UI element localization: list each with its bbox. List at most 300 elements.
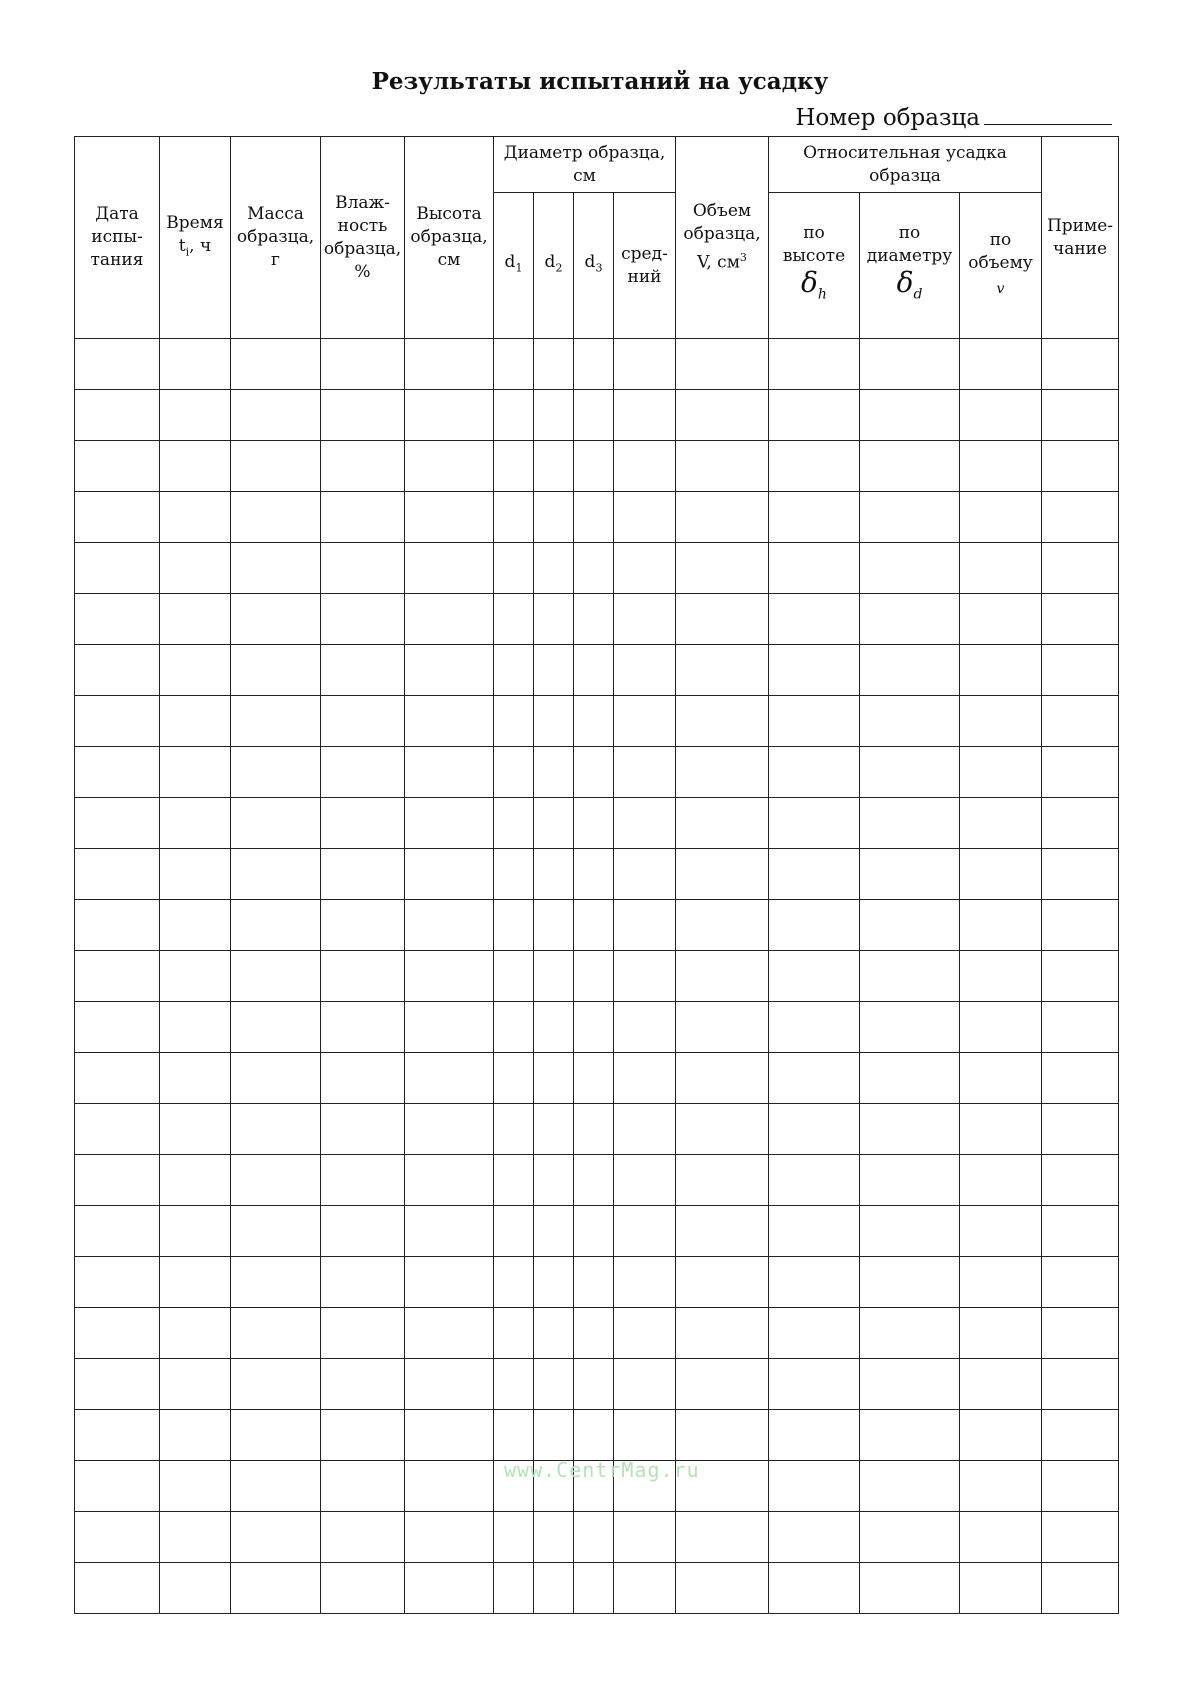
table-cell[interactable]: [75, 390, 160, 441]
table-cell[interactable]: [534, 645, 574, 696]
table-cell[interactable]: [574, 1155, 614, 1206]
table-cell[interactable]: [321, 1257, 405, 1308]
table-cell[interactable]: [860, 900, 960, 951]
table-cell[interactable]: [676, 1155, 769, 1206]
table-cell[interactable]: [405, 1359, 494, 1410]
table-cell[interactable]: [860, 492, 960, 543]
table-cell[interactable]: [676, 339, 769, 390]
table-cell[interactable]: [614, 1512, 676, 1563]
table-cell[interactable]: [494, 1053, 534, 1104]
table-cell[interactable]: [1042, 1308, 1119, 1359]
table-cell[interactable]: [405, 1104, 494, 1155]
table-cell[interactable]: [574, 543, 614, 594]
table-cell[interactable]: [614, 747, 676, 798]
table-cell[interactable]: [75, 1104, 160, 1155]
table-cell[interactable]: [494, 1104, 534, 1155]
table-cell[interactable]: [75, 1308, 160, 1359]
table-cell[interactable]: [769, 1359, 860, 1410]
table-cell[interactable]: [405, 747, 494, 798]
table-cell[interactable]: [160, 1002, 231, 1053]
table-cell[interactable]: [676, 849, 769, 900]
table-cell[interactable]: [160, 1308, 231, 1359]
table-cell[interactable]: [574, 798, 614, 849]
table-cell[interactable]: [75, 339, 160, 390]
table-cell[interactable]: [574, 1359, 614, 1410]
table-cell[interactable]: [574, 900, 614, 951]
table-cell[interactable]: [860, 543, 960, 594]
table-cell[interactable]: [676, 492, 769, 543]
table-cell[interactable]: [676, 1053, 769, 1104]
table-cell[interactable]: [960, 1002, 1042, 1053]
table-cell[interactable]: [574, 441, 614, 492]
table-cell[interactable]: [1042, 1002, 1119, 1053]
table-cell[interactable]: [231, 798, 321, 849]
table-cell[interactable]: [769, 1053, 860, 1104]
table-cell[interactable]: [75, 951, 160, 1002]
table-cell[interactable]: [574, 390, 614, 441]
table-cell[interactable]: [405, 594, 494, 645]
table-cell[interactable]: [676, 1002, 769, 1053]
table-cell[interactable]: [860, 1155, 960, 1206]
table-cell[interactable]: [574, 339, 614, 390]
table-cell[interactable]: [614, 1410, 676, 1461]
table-cell[interactable]: [676, 798, 769, 849]
table-cell[interactable]: [321, 492, 405, 543]
table-cell[interactable]: [160, 1563, 231, 1614]
table-cell[interactable]: [1042, 543, 1119, 594]
table-cell[interactable]: [160, 1053, 231, 1104]
table-cell[interactable]: [574, 645, 614, 696]
table-cell[interactable]: [160, 390, 231, 441]
table-cell[interactable]: [160, 951, 231, 1002]
table-cell[interactable]: [676, 594, 769, 645]
table-cell[interactable]: [534, 1410, 574, 1461]
table-cell[interactable]: [75, 1257, 160, 1308]
table-cell[interactable]: [405, 645, 494, 696]
table-cell[interactable]: [231, 390, 321, 441]
table-cell[interactable]: [405, 1257, 494, 1308]
table-cell[interactable]: [860, 1563, 960, 1614]
table-cell[interactable]: [494, 951, 534, 1002]
table-cell[interactable]: [534, 798, 574, 849]
table-cell[interactable]: [960, 849, 1042, 900]
table-cell[interactable]: [321, 849, 405, 900]
table-cell[interactable]: [75, 1410, 160, 1461]
table-cell[interactable]: [231, 1359, 321, 1410]
table-cell[interactable]: [534, 900, 574, 951]
table-cell[interactable]: [534, 1563, 574, 1614]
table-cell[interactable]: [769, 390, 860, 441]
table-cell[interactable]: [860, 1053, 960, 1104]
table-cell[interactable]: [574, 1002, 614, 1053]
table-cell[interactable]: [231, 1563, 321, 1614]
table-cell[interactable]: [860, 1104, 960, 1155]
table-cell[interactable]: [960, 1512, 1042, 1563]
table-cell[interactable]: [614, 1104, 676, 1155]
table-cell[interactable]: [75, 696, 160, 747]
table-cell[interactable]: [960, 645, 1042, 696]
table-cell[interactable]: [614, 441, 676, 492]
table-cell[interactable]: [960, 696, 1042, 747]
table-cell[interactable]: [614, 951, 676, 1002]
table-cell[interactable]: [494, 339, 534, 390]
table-cell[interactable]: [231, 1206, 321, 1257]
table-cell[interactable]: [769, 1410, 860, 1461]
table-cell[interactable]: [160, 1206, 231, 1257]
table-cell[interactable]: [960, 900, 1042, 951]
table-cell[interactable]: [75, 1512, 160, 1563]
table-cell[interactable]: [321, 798, 405, 849]
table-cell[interactable]: [160, 747, 231, 798]
table-cell[interactable]: [231, 543, 321, 594]
table-cell[interactable]: [405, 1563, 494, 1614]
table-cell[interactable]: [676, 645, 769, 696]
table-cell[interactable]: [405, 849, 494, 900]
table-cell[interactable]: [614, 1359, 676, 1410]
table-cell[interactable]: [676, 390, 769, 441]
table-cell[interactable]: [769, 1563, 860, 1614]
table-cell[interactable]: [231, 339, 321, 390]
table-cell[interactable]: [860, 849, 960, 900]
table-cell[interactable]: [676, 1512, 769, 1563]
table-cell[interactable]: [860, 1410, 960, 1461]
table-cell[interactable]: [769, 1461, 860, 1512]
table-cell[interactable]: [614, 390, 676, 441]
table-cell[interactable]: [574, 1257, 614, 1308]
table-cell[interactable]: [160, 1512, 231, 1563]
table-cell[interactable]: [321, 951, 405, 1002]
table-cell[interactable]: [960, 1461, 1042, 1512]
table-cell[interactable]: [231, 1410, 321, 1461]
table-cell[interactable]: [614, 1257, 676, 1308]
table-cell[interactable]: [769, 951, 860, 1002]
table-cell[interactable]: [614, 798, 676, 849]
table-cell[interactable]: [160, 543, 231, 594]
table-cell[interactable]: [231, 1308, 321, 1359]
table-cell[interactable]: [1042, 900, 1119, 951]
table-cell[interactable]: [1042, 1563, 1119, 1614]
table-cell[interactable]: [231, 645, 321, 696]
table-cell[interactable]: [321, 1563, 405, 1614]
table-cell[interactable]: [405, 1206, 494, 1257]
table-cell[interactable]: [1042, 747, 1119, 798]
table-cell[interactable]: [160, 492, 231, 543]
table-cell[interactable]: [1042, 339, 1119, 390]
table-cell[interactable]: [75, 1563, 160, 1614]
table-cell[interactable]: [769, 441, 860, 492]
table-cell[interactable]: [231, 747, 321, 798]
table-cell[interactable]: [534, 849, 574, 900]
table-cell[interactable]: [960, 339, 1042, 390]
table-cell[interactable]: [75, 1002, 160, 1053]
table-cell[interactable]: [231, 1461, 321, 1512]
table-cell[interactable]: [75, 543, 160, 594]
table-cell[interactable]: [321, 696, 405, 747]
table-cell[interactable]: [321, 441, 405, 492]
table-cell[interactable]: [321, 1512, 405, 1563]
table-cell[interactable]: [75, 798, 160, 849]
table-cell[interactable]: [614, 696, 676, 747]
table-cell[interactable]: [321, 1053, 405, 1104]
table-cell[interactable]: [321, 390, 405, 441]
table-cell[interactable]: [321, 645, 405, 696]
table-cell[interactable]: [494, 1002, 534, 1053]
table-cell[interactable]: [494, 747, 534, 798]
table-cell[interactable]: [321, 1359, 405, 1410]
table-cell[interactable]: [160, 594, 231, 645]
table-cell[interactable]: [676, 951, 769, 1002]
table-cell[interactable]: [960, 1308, 1042, 1359]
table-cell[interactable]: [1042, 1053, 1119, 1104]
table-cell[interactable]: [860, 1308, 960, 1359]
table-cell[interactable]: [860, 1512, 960, 1563]
table-cell[interactable]: [534, 390, 574, 441]
table-cell[interactable]: [534, 492, 574, 543]
table-cell[interactable]: [860, 645, 960, 696]
table-cell[interactable]: [494, 1155, 534, 1206]
table-cell[interactable]: [860, 951, 960, 1002]
table-cell[interactable]: [960, 1104, 1042, 1155]
table-cell[interactable]: [321, 339, 405, 390]
table-cell[interactable]: [1042, 492, 1119, 543]
table-cell[interactable]: [231, 1104, 321, 1155]
table-cell[interactable]: [676, 900, 769, 951]
table-cell[interactable]: [769, 594, 860, 645]
table-cell[interactable]: [1042, 1461, 1119, 1512]
table-cell[interactable]: [231, 1512, 321, 1563]
table-cell[interactable]: [960, 1563, 1042, 1614]
table-cell[interactable]: [534, 1155, 574, 1206]
table-cell[interactable]: [1042, 951, 1119, 1002]
table-cell[interactable]: [321, 1410, 405, 1461]
table-cell[interactable]: [676, 1563, 769, 1614]
table-cell[interactable]: [405, 1461, 494, 1512]
table-cell[interactable]: [494, 1410, 534, 1461]
table-cell[interactable]: [75, 492, 160, 543]
table-cell[interactable]: [769, 747, 860, 798]
table-cell[interactable]: [534, 594, 574, 645]
table-cell[interactable]: [494, 1359, 534, 1410]
table-cell[interactable]: [1042, 1359, 1119, 1410]
table-cell[interactable]: [405, 1053, 494, 1104]
table-cell[interactable]: [534, 339, 574, 390]
table-cell[interactable]: [534, 951, 574, 1002]
table-cell[interactable]: [614, 1206, 676, 1257]
table-cell[interactable]: [321, 1155, 405, 1206]
table-cell[interactable]: [860, 1359, 960, 1410]
table-cell[interactable]: [1042, 849, 1119, 900]
table-cell[interactable]: [960, 1053, 1042, 1104]
table-cell[interactable]: [160, 849, 231, 900]
table-cell[interactable]: [321, 1308, 405, 1359]
table-cell[interactable]: [769, 900, 860, 951]
table-cell[interactable]: [160, 1155, 231, 1206]
table-cell[interactable]: [75, 900, 160, 951]
table-cell[interactable]: [574, 747, 614, 798]
table-cell[interactable]: [494, 1206, 534, 1257]
table-cell[interactable]: [960, 747, 1042, 798]
table-cell[interactable]: [321, 900, 405, 951]
table-cell[interactable]: [769, 339, 860, 390]
table-cell[interactable]: [574, 1053, 614, 1104]
table-cell[interactable]: [769, 1104, 860, 1155]
table-cell[interactable]: [676, 1308, 769, 1359]
table-cell[interactable]: [574, 1206, 614, 1257]
table-cell[interactable]: [614, 1308, 676, 1359]
table-cell[interactable]: [405, 900, 494, 951]
table-cell[interactable]: [534, 1206, 574, 1257]
table-cell[interactable]: [321, 1461, 405, 1512]
table-cell[interactable]: [676, 543, 769, 594]
table-cell[interactable]: [534, 1308, 574, 1359]
table-cell[interactable]: [960, 1410, 1042, 1461]
table-cell[interactable]: [160, 1104, 231, 1155]
table-cell[interactable]: [769, 645, 860, 696]
table-cell[interactable]: [231, 594, 321, 645]
table-cell[interactable]: [75, 1053, 160, 1104]
table-cell[interactable]: [574, 849, 614, 900]
table-cell[interactable]: [860, 390, 960, 441]
table-cell[interactable]: [960, 951, 1042, 1002]
table-cell[interactable]: [75, 747, 160, 798]
table-cell[interactable]: [769, 1257, 860, 1308]
table-cell[interactable]: [231, 492, 321, 543]
table-cell[interactable]: [860, 1257, 960, 1308]
table-cell[interactable]: [494, 900, 534, 951]
table-cell[interactable]: [321, 543, 405, 594]
table-cell[interactable]: [960, 441, 1042, 492]
table-cell[interactable]: [75, 645, 160, 696]
table-cell[interactable]: [231, 849, 321, 900]
table-cell[interactable]: [231, 696, 321, 747]
table-cell[interactable]: [614, 339, 676, 390]
table-cell[interactable]: [1042, 1257, 1119, 1308]
table-cell[interactable]: [494, 390, 534, 441]
table-cell[interactable]: [405, 1002, 494, 1053]
table-cell[interactable]: [960, 1359, 1042, 1410]
table-cell[interactable]: [405, 1410, 494, 1461]
table-cell[interactable]: [676, 696, 769, 747]
table-cell[interactable]: [614, 900, 676, 951]
table-cell[interactable]: [1042, 798, 1119, 849]
table-cell[interactable]: [405, 1512, 494, 1563]
table-cell[interactable]: [860, 339, 960, 390]
table-cell[interactable]: [494, 441, 534, 492]
table-cell[interactable]: [860, 594, 960, 645]
table-cell[interactable]: [534, 543, 574, 594]
table-cell[interactable]: [860, 441, 960, 492]
table-cell[interactable]: [1042, 1512, 1119, 1563]
table-cell[interactable]: [534, 1002, 574, 1053]
table-cell[interactable]: [614, 543, 676, 594]
table-cell[interactable]: [405, 390, 494, 441]
table-cell[interactable]: [160, 645, 231, 696]
table-cell[interactable]: [960, 1257, 1042, 1308]
table-cell[interactable]: [676, 1206, 769, 1257]
table-cell[interactable]: [534, 1359, 574, 1410]
table-cell[interactable]: [160, 339, 231, 390]
table-cell[interactable]: [231, 1053, 321, 1104]
table-cell[interactable]: [494, 594, 534, 645]
table-cell[interactable]: [321, 1104, 405, 1155]
table-cell[interactable]: [769, 492, 860, 543]
sample-number-blank[interactable]: [984, 104, 1112, 125]
table-cell[interactable]: [614, 594, 676, 645]
table-cell[interactable]: [405, 492, 494, 543]
table-cell[interactable]: [860, 1461, 960, 1512]
table-cell[interactable]: [494, 798, 534, 849]
table-cell[interactable]: [860, 1206, 960, 1257]
table-cell[interactable]: [1042, 1410, 1119, 1461]
table-cell[interactable]: [534, 1053, 574, 1104]
table-cell[interactable]: [160, 1257, 231, 1308]
table-cell[interactable]: [574, 1563, 614, 1614]
table-cell[interactable]: [1042, 1206, 1119, 1257]
table-cell[interactable]: [676, 747, 769, 798]
table-cell[interactable]: [614, 492, 676, 543]
table-cell[interactable]: [75, 1155, 160, 1206]
table-cell[interactable]: [494, 1512, 534, 1563]
table-cell[interactable]: [231, 1155, 321, 1206]
table-cell[interactable]: [321, 594, 405, 645]
table-cell[interactable]: [614, 1002, 676, 1053]
table-cell[interactable]: [860, 696, 960, 747]
table-cell[interactable]: [75, 849, 160, 900]
table-cell[interactable]: [75, 1359, 160, 1410]
table-cell[interactable]: [231, 900, 321, 951]
table-cell[interactable]: [960, 798, 1042, 849]
table-cell[interactable]: [405, 798, 494, 849]
table-cell[interactable]: [574, 1512, 614, 1563]
table-cell[interactable]: [231, 1002, 321, 1053]
table-cell[interactable]: [231, 441, 321, 492]
table-cell[interactable]: [769, 849, 860, 900]
table-cell[interactable]: [1042, 390, 1119, 441]
table-cell[interactable]: [769, 696, 860, 747]
table-cell[interactable]: [960, 390, 1042, 441]
table-cell[interactable]: [860, 1002, 960, 1053]
table-cell[interactable]: [574, 1308, 614, 1359]
table-cell[interactable]: [75, 1206, 160, 1257]
table-cell[interactable]: [769, 1206, 860, 1257]
table-cell[interactable]: [769, 1308, 860, 1359]
table-cell[interactable]: [676, 1104, 769, 1155]
table-cell[interactable]: [494, 492, 534, 543]
table-cell[interactable]: [405, 696, 494, 747]
table-cell[interactable]: [574, 951, 614, 1002]
table-cell[interactable]: [769, 543, 860, 594]
table-cell[interactable]: [534, 1104, 574, 1155]
table-cell[interactable]: [614, 645, 676, 696]
table-cell[interactable]: [614, 849, 676, 900]
table-cell[interactable]: [574, 1104, 614, 1155]
table-cell[interactable]: [1042, 441, 1119, 492]
table-cell[interactable]: [574, 696, 614, 747]
table-cell[interactable]: [494, 696, 534, 747]
table-cell[interactable]: [676, 441, 769, 492]
table-cell[interactable]: [534, 1512, 574, 1563]
table-cell[interactable]: [321, 747, 405, 798]
table-cell[interactable]: [614, 1563, 676, 1614]
table-cell[interactable]: [614, 1155, 676, 1206]
table-cell[interactable]: [160, 1461, 231, 1512]
table-cell[interactable]: [405, 441, 494, 492]
table-cell[interactable]: [160, 1359, 231, 1410]
table-cell[interactable]: [676, 1257, 769, 1308]
table-cell[interactable]: [960, 1155, 1042, 1206]
table-cell[interactable]: [960, 594, 1042, 645]
table-cell[interactable]: [231, 1257, 321, 1308]
